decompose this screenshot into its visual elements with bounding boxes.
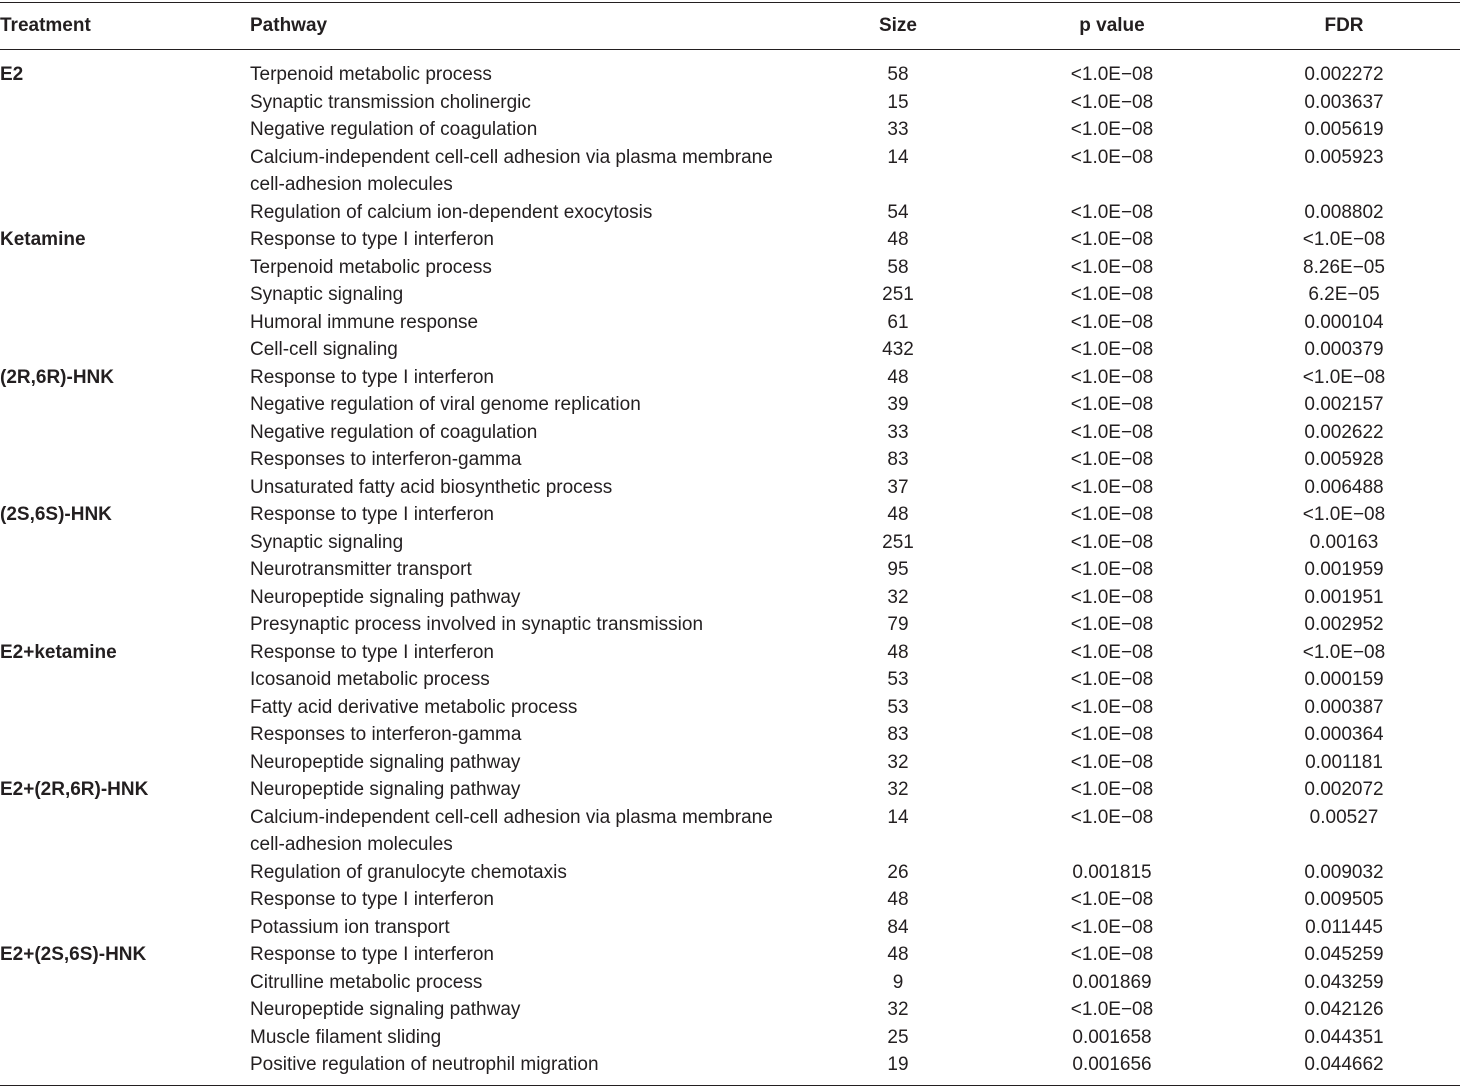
- fdr-cell: 0.045259: [1304, 944, 1384, 965]
- table-row: [0, 721, 1460, 749]
- pathway-cell: Muscle filament sliding: [250, 1026, 442, 1048]
- pathway-cell: Regulation of calcium ion-dependent exocytosis: [250, 201, 653, 223]
- p-value-cell: <1.0E−08: [1070, 669, 1154, 690]
- table-row: [0, 1051, 1460, 1079]
- p-value-cell: <1.0E−08: [1070, 806, 1154, 828]
- pathway-cell: Response to type I interferon: [250, 944, 494, 965]
- table-row: [0, 254, 1460, 282]
- table-row: [0, 501, 1460, 529]
- size-cell: 84: [887, 916, 909, 938]
- fdr-cell: 0.044662: [1304, 1054, 1384, 1075]
- p-value-cell: <1.0E−08: [1070, 916, 1154, 938]
- fdr-cell: 0.001951: [1304, 586, 1384, 608]
- header-treatment: Treatment: [0, 15, 91, 36]
- size-cell: 79: [887, 614, 909, 635]
- fdr-cell: 0.043259: [1304, 971, 1384, 993]
- table-row: [0, 364, 1460, 392]
- p-value-cell: <1.0E−08: [1070, 91, 1154, 113]
- table-header-rule: [0, 49, 1460, 50]
- table-row: [0, 144, 1460, 199]
- pathway-cell: Neurotransmitter transport: [250, 559, 472, 580]
- size-cell: 15: [887, 91, 909, 113]
- fdr-cell: <1.0E−08: [1302, 504, 1386, 525]
- p-value-cell: <1.0E−08: [1070, 531, 1154, 553]
- fdr-cell: 0.000387: [1304, 696, 1384, 718]
- size-cell: 19: [887, 1054, 909, 1075]
- treatment-cell: (2S,6S)-HNK: [0, 504, 112, 525]
- pathway-cell: Calcium-independent cell-cell adhesion via plasma membrane cell-adhesion molecules: [250, 146, 773, 195]
- p-value-cell: <1.0E−08: [1070, 944, 1154, 965]
- table-row: [0, 694, 1460, 722]
- fdr-cell: 0.002072: [1304, 779, 1384, 800]
- p-value-cell: 0.001815: [1072, 861, 1152, 883]
- size-cell: 48: [887, 229, 909, 250]
- fdr-cell: 0.001181: [1305, 751, 1383, 773]
- fdr-cell: 0.044351: [1304, 1026, 1384, 1048]
- pathway-cell: Response to type I interferon: [250, 641, 494, 663]
- p-value-cell: <1.0E−08: [1070, 119, 1154, 140]
- size-cell: 61: [887, 311, 909, 333]
- fdr-cell: 0.002272: [1304, 64, 1384, 85]
- table-row: [0, 281, 1460, 309]
- size-cell: 48: [887, 889, 909, 910]
- table-row: [0, 666, 1460, 694]
- size-cell: 53: [887, 669, 909, 690]
- treatment-cell: E2+ketamine: [0, 641, 117, 663]
- size-cell: 95: [887, 559, 909, 580]
- size-cell: 251: [882, 284, 914, 305]
- treatment-cell: E2+(2R,6R)-HNK: [0, 779, 149, 800]
- treatment-cell: E2+(2S,6S)-HNK: [0, 944, 147, 965]
- table-row: [0, 996, 1460, 1024]
- size-cell: 48: [887, 366, 909, 388]
- p-value-cell: <1.0E−08: [1070, 889, 1154, 910]
- pathway-cell: Response to type I interferon: [250, 229, 494, 250]
- table-row: [0, 969, 1460, 997]
- p-value-cell: <1.0E−08: [1070, 449, 1154, 470]
- pathway-cell: Neuropeptide signaling pathway: [250, 586, 521, 608]
- size-cell: 14: [887, 806, 909, 828]
- p-value-cell: <1.0E−08: [1070, 724, 1154, 745]
- pathway-cell: Icosanoid metabolic process: [250, 669, 490, 690]
- table-row: [0, 474, 1460, 502]
- pathway-cell: Humoral immune response: [250, 311, 479, 333]
- fdr-cell: 0.042126: [1304, 999, 1384, 1020]
- size-cell: 32: [887, 751, 909, 773]
- pathway-cell: Positive regulation of neutrophil migration: [250, 1054, 599, 1075]
- p-value-cell: <1.0E−08: [1070, 504, 1154, 525]
- fdr-cell: 0.00527: [1309, 806, 1379, 828]
- size-cell: 83: [887, 724, 909, 745]
- p-value-cell: <1.0E−08: [1070, 366, 1154, 388]
- pathway-cell: Negative regulation of coagulation: [250, 421, 538, 443]
- table-row: [0, 749, 1460, 777]
- table-row: [0, 309, 1460, 337]
- header-p-value: p value: [1079, 15, 1145, 36]
- p-value-cell: <1.0E−08: [1070, 339, 1154, 360]
- table-row: [0, 61, 1460, 89]
- fdr-cell: 0.009505: [1304, 889, 1384, 910]
- p-value-cell: <1.0E−08: [1070, 476, 1154, 498]
- table-row: [0, 859, 1460, 887]
- size-cell: 83: [887, 449, 909, 470]
- treatment-cell: E2: [0, 64, 24, 85]
- fdr-cell: 0.003637: [1304, 91, 1384, 113]
- pathway-cell: Citrulline metabolic process: [250, 971, 483, 993]
- pathway-cell: Regulation of granulocyte chemotaxis: [250, 861, 567, 883]
- fdr-cell: 0.00163: [1309, 531, 1379, 553]
- table-row: [0, 804, 1460, 859]
- table-row: [0, 116, 1460, 144]
- size-cell: 39: [887, 394, 909, 415]
- fdr-cell: 8.26E−05: [1303, 256, 1385, 278]
- size-cell: 48: [887, 944, 909, 965]
- p-value-cell: 0.001869: [1072, 971, 1152, 993]
- size-cell: 58: [887, 256, 909, 278]
- pathway-cell: Presynaptic process involved in synaptic transmission: [250, 614, 704, 635]
- size-cell: 33: [887, 421, 909, 443]
- fdr-cell: 0.001959: [1304, 559, 1384, 580]
- table-row: [0, 199, 1460, 227]
- p-value-cell: <1.0E−08: [1070, 64, 1154, 85]
- p-value-cell: <1.0E−08: [1070, 146, 1154, 168]
- fdr-cell: 0.006488: [1304, 476, 1384, 498]
- p-value-cell: <1.0E−08: [1070, 696, 1154, 718]
- p-value-cell: <1.0E−08: [1070, 229, 1154, 250]
- table-body: [0, 61, 1460, 1079]
- size-cell: 32: [887, 586, 909, 608]
- fdr-cell: 0.002157: [1304, 394, 1384, 415]
- pathway-cell: Neuropeptide signaling pathway: [250, 751, 521, 773]
- size-cell: 14: [887, 146, 909, 168]
- fdr-cell: 0.005619: [1304, 119, 1384, 140]
- table-row: [0, 1024, 1460, 1052]
- size-cell: 48: [887, 641, 909, 663]
- size-cell: 48: [887, 504, 909, 525]
- table-header: [0, 12, 1460, 40]
- pathway-cell: Responses to interferon-gamma: [250, 449, 522, 470]
- size-cell: 37: [887, 476, 909, 498]
- table-row: [0, 776, 1460, 804]
- pathway-cell: Terpenoid metabolic process: [250, 256, 492, 278]
- size-cell: 251: [882, 531, 914, 553]
- p-value-cell: <1.0E−08: [1070, 284, 1154, 305]
- fdr-cell: 0.008802: [1304, 201, 1384, 223]
- pathway-cell: Calcium-independent cell-cell adhesion via plasma membrane cell-adhesion molecules: [250, 806, 773, 855]
- fdr-cell: 0.005928: [1304, 449, 1384, 470]
- pathway-cell: Terpenoid metabolic process: [250, 64, 492, 85]
- fdr-cell: 6.2E−05: [1308, 284, 1380, 305]
- table-top-rule: [0, 2, 1460, 3]
- size-cell: 25: [887, 1026, 909, 1048]
- table-row: [0, 941, 1460, 969]
- table-row: [0, 914, 1460, 942]
- p-value-cell: <1.0E−08: [1070, 421, 1154, 443]
- table-row: [0, 611, 1460, 639]
- header-pathway: Pathway: [250, 15, 328, 36]
- pathway-cell: Potassium ion transport: [250, 916, 450, 938]
- fdr-cell: 0.000104: [1304, 311, 1384, 333]
- pathway-cell: Fatty acid derivative metabolic process: [250, 696, 578, 718]
- table-row: [0, 446, 1460, 474]
- pathway-cell: Neuropeptide signaling pathway: [250, 779, 521, 800]
- p-value-cell: <1.0E−08: [1070, 641, 1154, 663]
- pathway-cell: Synaptic signaling: [250, 531, 404, 553]
- pathway-cell: Response to type I interferon: [250, 366, 494, 388]
- table-row: [0, 639, 1460, 667]
- pathway-cell: Responses to interferon-gamma: [250, 724, 522, 745]
- size-cell: 432: [882, 339, 914, 360]
- p-value-cell: <1.0E−08: [1070, 559, 1154, 580]
- p-value-cell: <1.0E−08: [1070, 394, 1154, 415]
- pathway-cell: Negative regulation of viral genome replication: [250, 394, 641, 415]
- p-value-cell: <1.0E−08: [1070, 586, 1154, 608]
- pathway-cell: Negative regulation of coagulation: [250, 119, 538, 140]
- size-cell: 33: [887, 119, 909, 140]
- fdr-cell: 0.000379: [1304, 339, 1384, 360]
- fdr-cell: 0.000364: [1304, 724, 1384, 745]
- pathway-cell: Cell-cell signaling: [250, 339, 398, 360]
- size-cell: 53: [887, 696, 909, 718]
- table-row: [0, 584, 1460, 612]
- p-value-cell: <1.0E−08: [1070, 201, 1154, 223]
- treatment-cell: (2R,6R)-HNK: [0, 366, 114, 388]
- size-cell: 32: [887, 779, 909, 800]
- fdr-cell: 0.011445: [1305, 916, 1383, 938]
- pathway-cell: Unsaturated fatty acid biosynthetic process: [250, 476, 613, 498]
- fdr-cell: 0.000159: [1304, 669, 1384, 690]
- pathway-cell: Response to type I interferon: [250, 504, 494, 525]
- table-row: [0, 419, 1460, 447]
- fdr-cell: <1.0E−08: [1302, 229, 1386, 250]
- pathway-cell: Synaptic transmission cholinergic: [250, 91, 531, 113]
- p-value-cell: 0.001656: [1072, 1054, 1152, 1075]
- table-row: [0, 336, 1460, 364]
- table-row: [0, 556, 1460, 584]
- fdr-cell: <1.0E−08: [1302, 366, 1386, 388]
- p-value-cell: <1.0E−08: [1070, 614, 1154, 635]
- pathway-cell: Response to type I interferon: [250, 889, 494, 910]
- size-cell: 58: [887, 64, 909, 85]
- size-cell: 9: [892, 971, 904, 993]
- header-fdr: FDR: [1324, 15, 1364, 36]
- table-row: [0, 886, 1460, 914]
- fdr-cell: 0.002622: [1304, 421, 1384, 443]
- fdr-cell: 0.009032: [1304, 861, 1384, 883]
- table-row: [0, 226, 1460, 254]
- pathway-cell: Synaptic signaling: [250, 284, 404, 305]
- fdr-cell: <1.0E−08: [1302, 641, 1386, 663]
- p-value-cell: <1.0E−08: [1070, 751, 1154, 773]
- p-value-cell: <1.0E−08: [1070, 999, 1154, 1020]
- size-cell: 54: [887, 201, 909, 223]
- header-size: Size: [878, 15, 918, 36]
- pathway-cell: Neuropeptide signaling pathway: [250, 999, 521, 1020]
- p-value-cell: <1.0E−08: [1070, 311, 1154, 333]
- p-value-cell: <1.0E−08: [1070, 256, 1154, 278]
- fdr-cell: 0.002952: [1304, 614, 1384, 635]
- table-row: [0, 529, 1460, 557]
- p-value-cell: <1.0E−08: [1070, 779, 1154, 800]
- table-bottom-rule: [0, 1085, 1460, 1086]
- size-cell: 26: [887, 861, 909, 883]
- size-cell: 32: [887, 999, 909, 1020]
- table-row: [0, 391, 1460, 419]
- p-value-cell: 0.001658: [1072, 1026, 1152, 1048]
- table-row: [0, 89, 1460, 117]
- fdr-cell: 0.005923: [1304, 146, 1384, 168]
- treatment-cell: Ketamine: [0, 229, 86, 250]
